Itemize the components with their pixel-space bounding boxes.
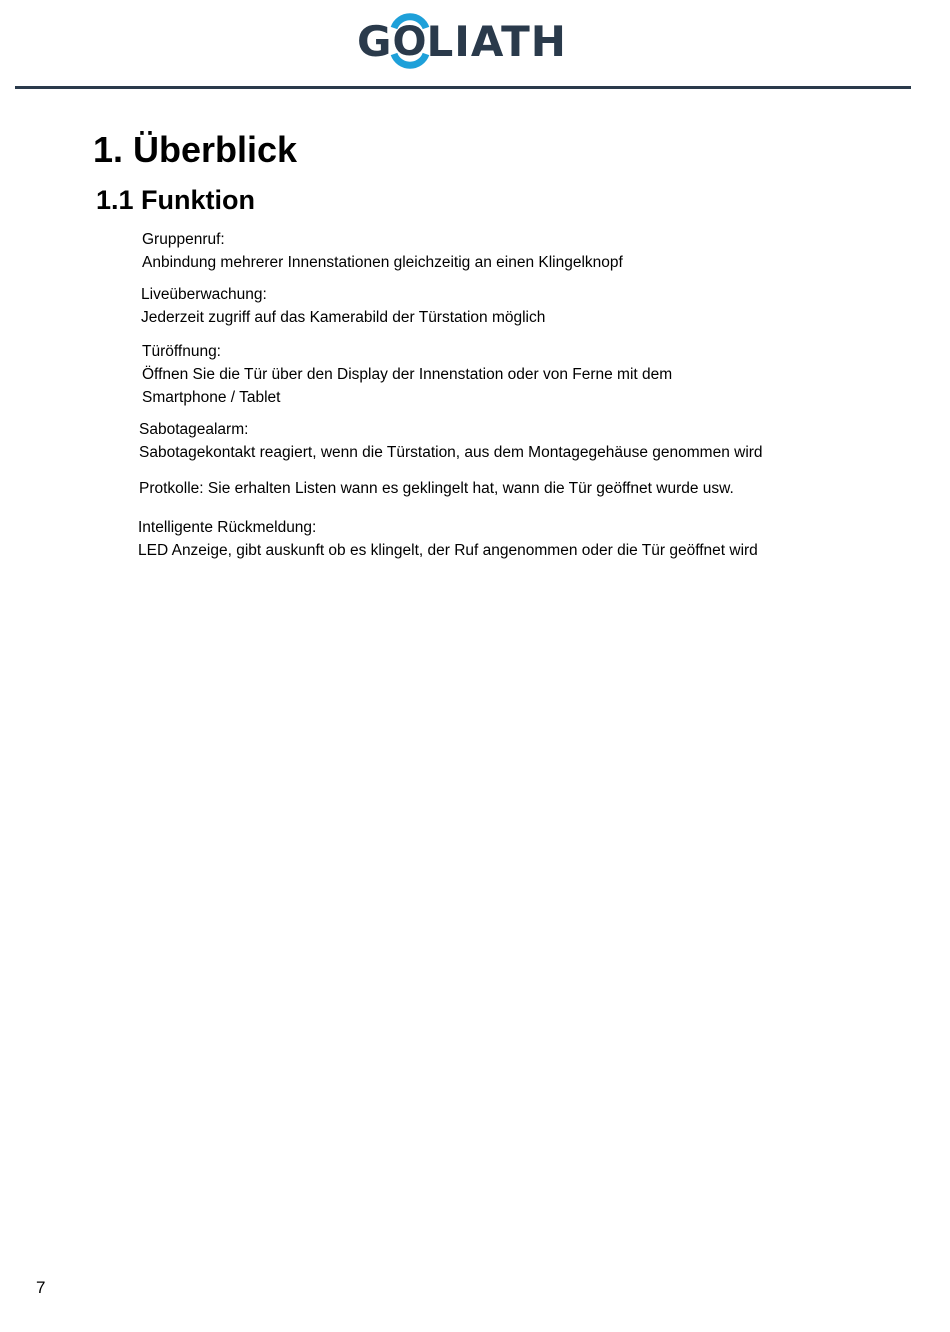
feature-protokolle: [139, 477, 734, 500]
page-title: 1. Überblick: [93, 129, 298, 170]
goliath-logo: [357, 6, 567, 78]
feature-label: Gruppenruf:: [142, 231, 225, 248]
feature-label: Sabotagealarm:: [139, 421, 249, 438]
feature-tueroeffnung: [142, 340, 672, 409]
feature-label: Protkolle: Sie erhalten Listen wann es geklingelt hat, wann die Tür geöffnet wurde usw.: [139, 480, 734, 497]
feature-sabotagealarm: [139, 418, 763, 464]
feature-description: Jederzeit zugriff auf das Kamerabild der Türstation möglich: [141, 309, 546, 326]
logo-wordmark: [357, 16, 567, 66]
header-divider: [15, 86, 911, 89]
feature-intelligente-rueckmeldung: [138, 516, 758, 562]
logo-letters-liath: LIATH: [426, 16, 567, 66]
feature-description: Anbindung mehrerer Innenstationen gleichzeitig an einen Klingelknopf: [142, 254, 623, 271]
page-header: [0, 0, 950, 90]
feature-label: Intelligente Rückmeldung:: [138, 519, 317, 536]
logo-letter-g: G: [357, 16, 393, 66]
feature-description: LED Anzeige, gibt auskunft ob es klingelt, der Ruf angenommen oder die Tür geöffnet wird: [138, 542, 758, 559]
logo-ring-icon: [392, 16, 426, 66]
feature-description: Smartphone / Tablet: [142, 389, 281, 406]
logo-letter-o: O: [392, 19, 428, 65]
section-heading: 1.1 Funktion: [96, 185, 256, 215]
feature-label: Türöffnung:: [142, 343, 221, 360]
feature-description: Sabotagekontakt reagiert, wenn die Türstation, aus dem Montagegehäuse genommen wird: [139, 444, 763, 461]
feature-gruppenruf: [142, 228, 623, 274]
feature-liveueberwachung: [141, 283, 545, 329]
feature-description: Öffnen Sie die Tür über den Display der Innenstation oder von Ferne mit dem: [142, 366, 673, 383]
page-number: 7: [36, 1278, 46, 1297]
feature-label: Liveüberwachung:: [141, 286, 267, 303]
logo-ring-graphic: [388, 4, 432, 78]
